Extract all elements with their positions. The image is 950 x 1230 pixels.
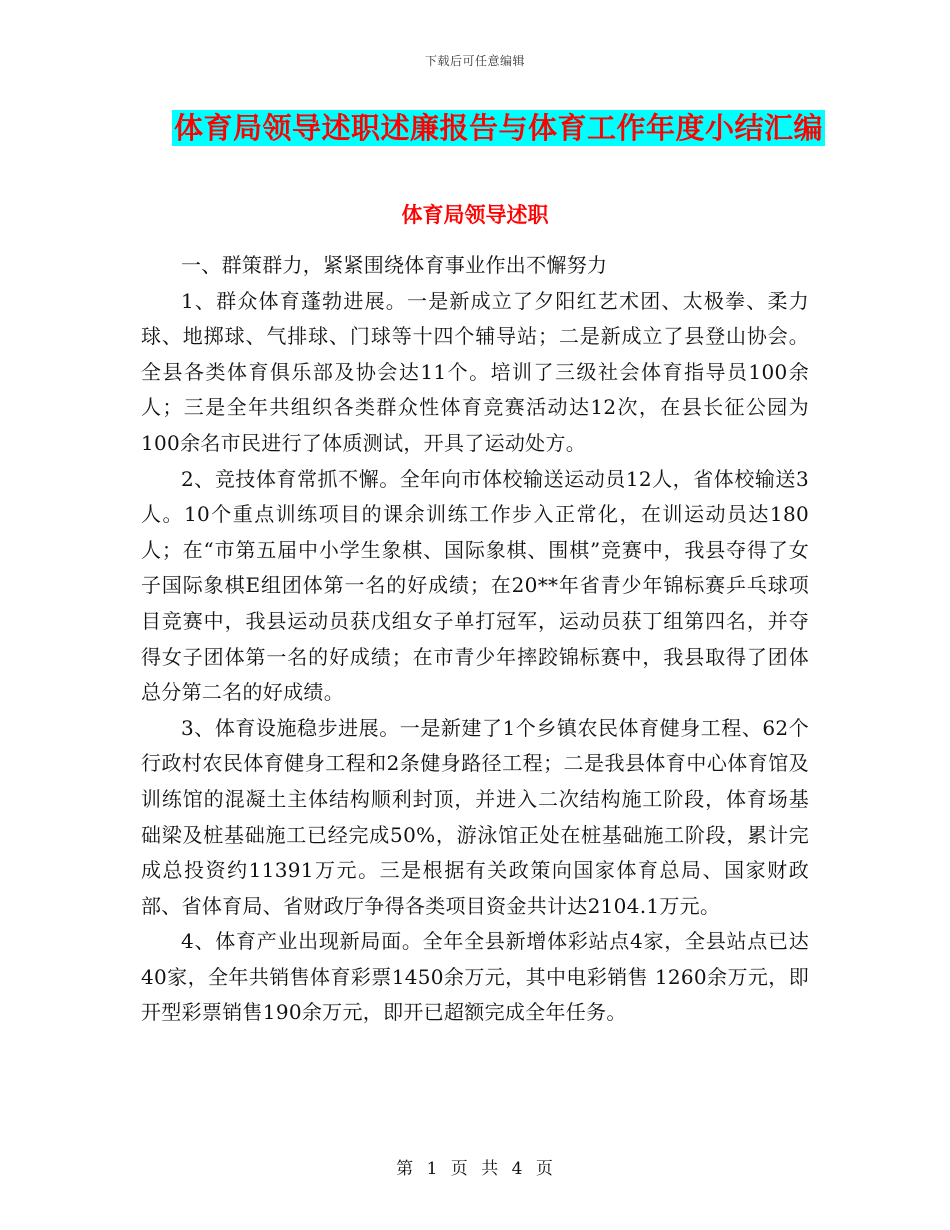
paragraph-sports-facilities: 3、体育设施稳步进展。一是新建了1个乡镇农民体育健身工程、62个行政村农民体育健身工程和2条健身路径工程；二是我县体育中心体育馆及训练馆的混凝土主体结构顺利封顶，并进入二次结构施工阶段，体育场基础梁及桩基础施工已经完成50%，游泳馆正处在桩基础施工阶段，累计完成总投资约11391万元。三是根据有关政策向国家体育总局、国家财政部、省体育局、省财政厅争得各类项目资金共计达2104.1万元。 [141, 715, 809, 918]
paragraph-mass-sports: 1、群众体育蓬勃进展。一是新成立了夕阳红艺术团、太极拳、柔力球、地掷球、气排球、门球等十四个辅导站；二是新成立了县登山协会。全县各类体育俱乐部及协会达11个。培训了三级社会体育指导员100余人；三是全年共组织各类群众性体育竞赛活动达12次，在县长征公园为100余名市民进行了体质测试，开具了运动处方。 [141, 288, 809, 455]
paragraph-heading-1: 一、群策群力，紧紧围绕体育事业作出不懈努力 [181, 253, 608, 277]
main-title-container [0, 110, 950, 146]
paragraph-sports-industry: 4、体育产业出现新局面。全年全县新增体彩站点4家，全县站点已达40家，全年共销售体育彩票1450余万元，其中电彩销售 1260余万元，即开型彩票销售190余万元，即开已超额完成全年任务。 [141, 929, 809, 1025]
paragraph-competitive-sports: 2、竞技体育常抓不懈。全年向市体校输送运动员12人，省体校输送3人。10个重点训练项目的课余训练工作步入正常化，在训运动员达180人；在“市第五届中小学生象棋、国际象棋、围棋”竞赛中，我县夺得了女子国际象棋E组团体第一名的好成绩；在20**年省青少年锦标赛乒乓球项目竞赛中，我县运动员获戊组女子单打冠军，运动员获丁组第四名，并夺得女子团体第一名的好成绩；在市青少年摔跤锦标赛中，我县取得了团体总分第二名的好成绩。 [141, 466, 809, 705]
header-note: 下载后可任意编辑 [424, 54, 525, 68]
document-body [141, 248, 809, 1031]
section-title: 体育局领导述职 [401, 203, 549, 227]
page-indicator: 第 1 页 共 4 页 [396, 1159, 554, 1179]
main-title: 体育局领导述职述廉报告与体育工作年度小结汇编 [173, 111, 823, 145]
